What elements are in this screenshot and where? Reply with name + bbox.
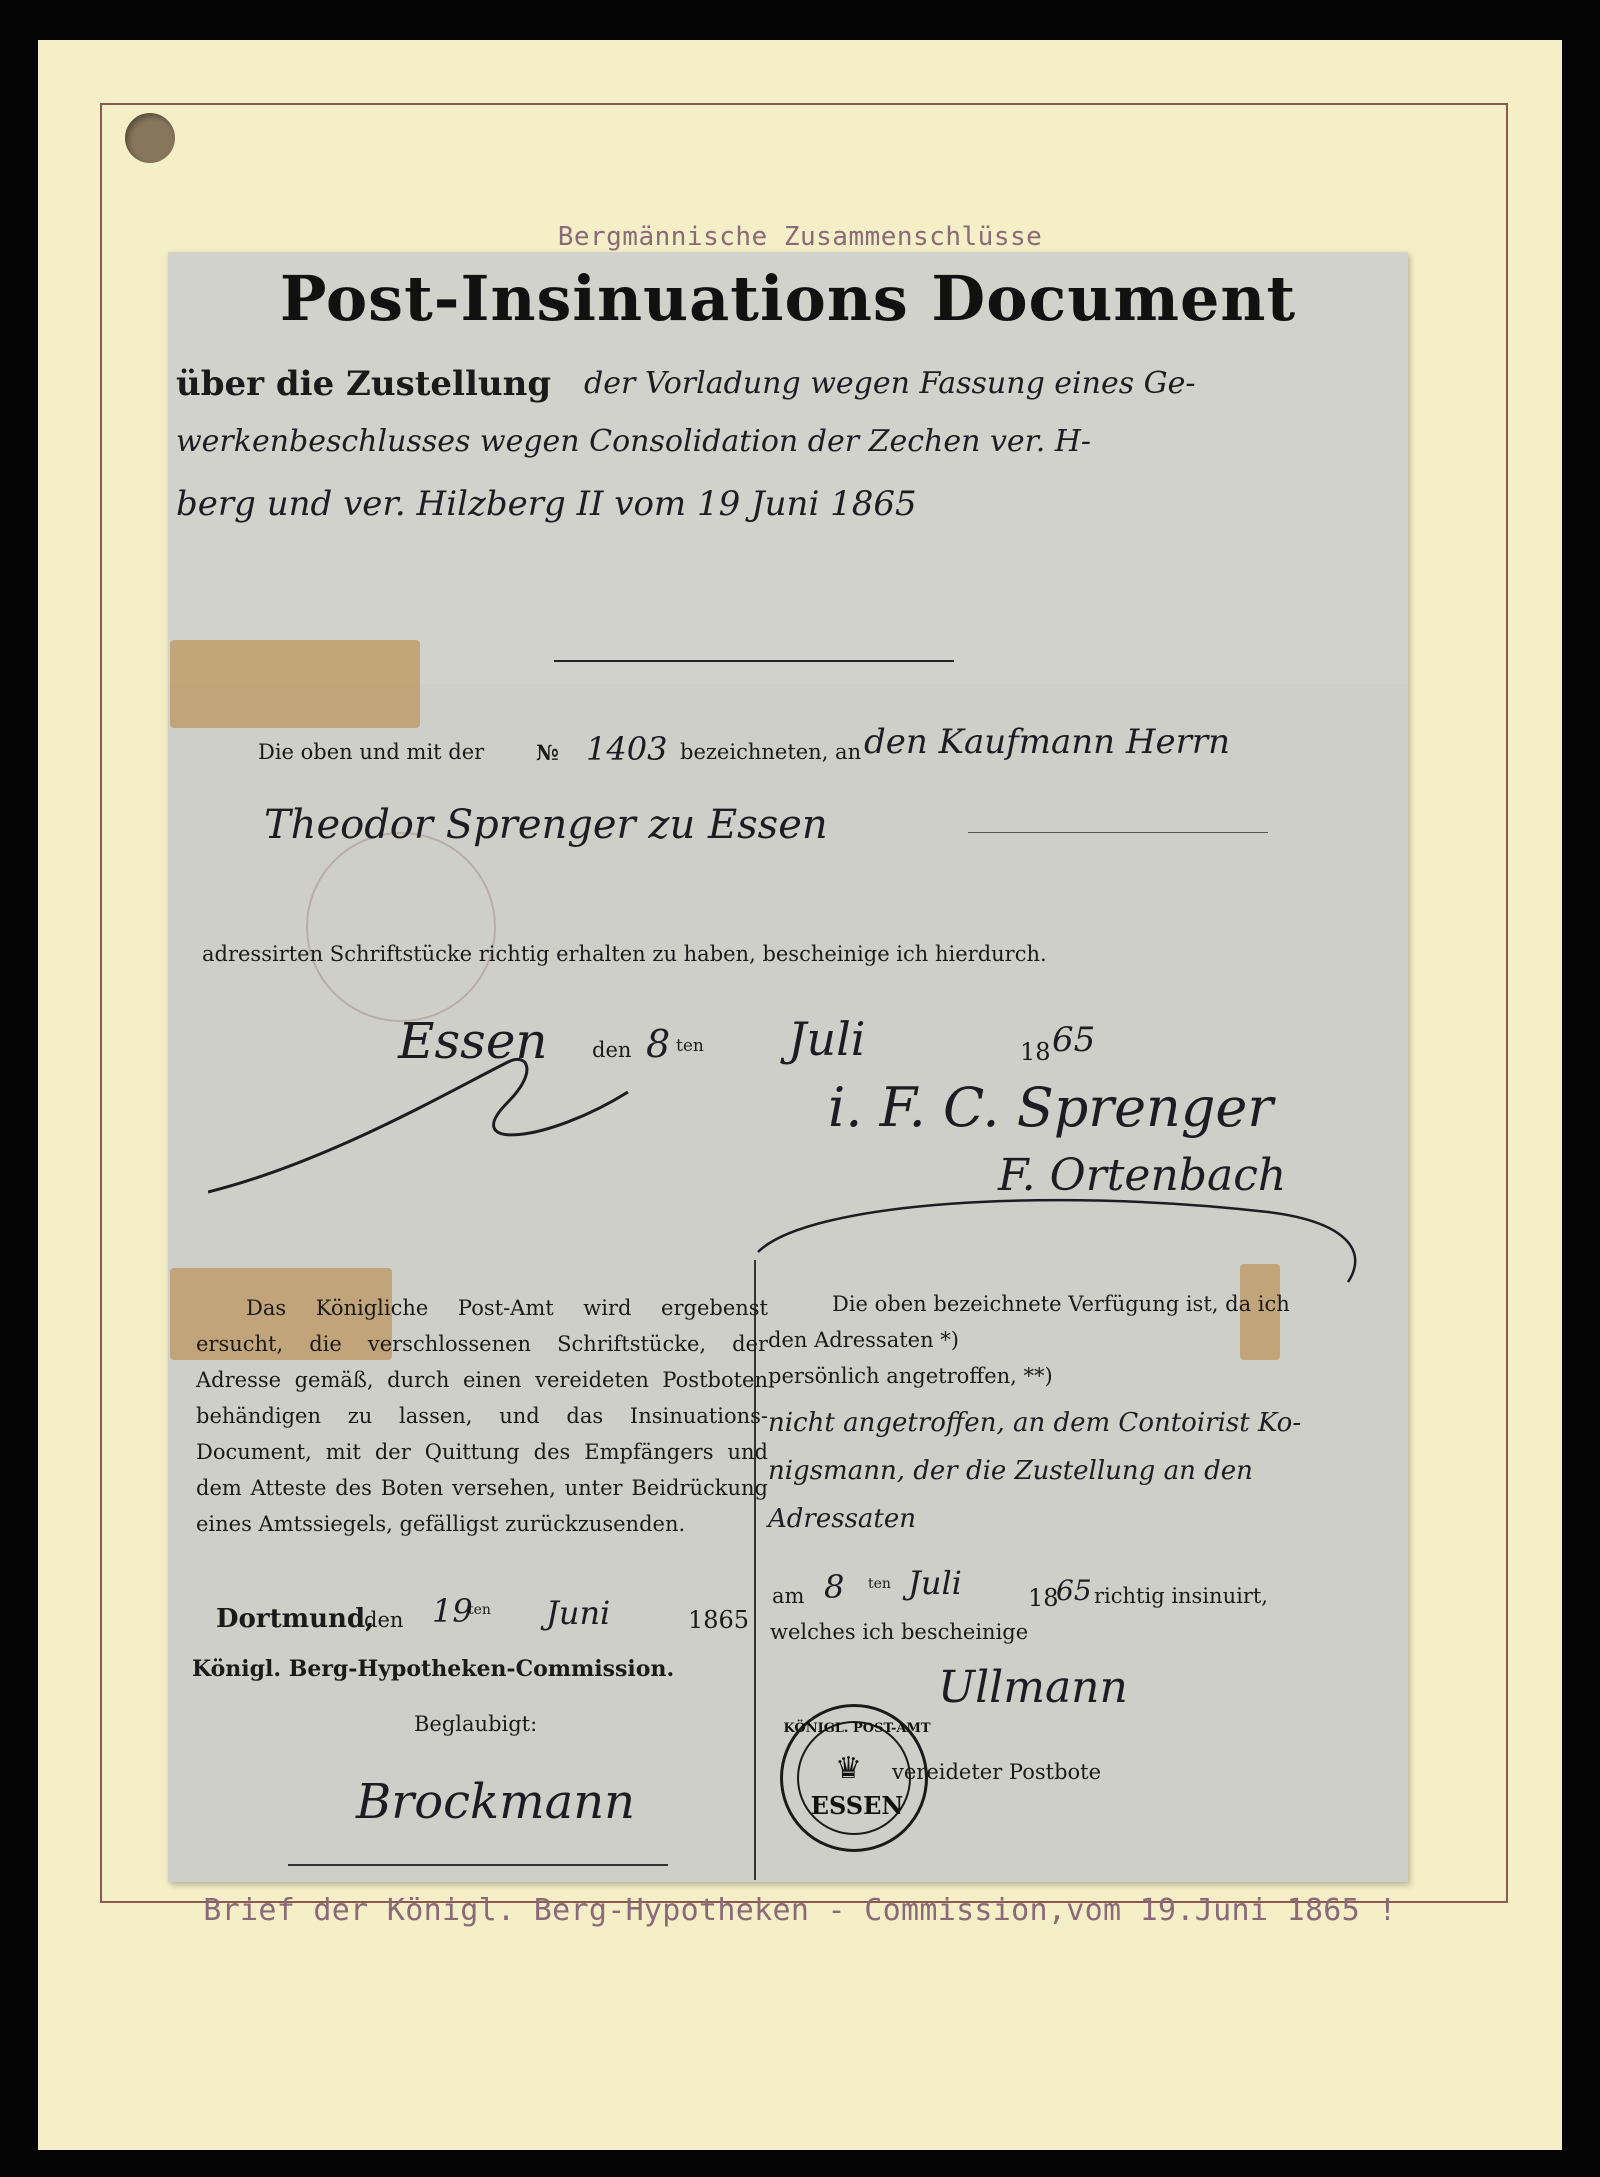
- instructions-text: Das Königliche Post-Amt wird ergebenst ersucht, die verschlossenen Schriftstücke, der Adresse gemäß, durch einen vereideten Postboten behändigen zu lassen, und das Insinuations-Document, mit der Quittung des Empfängers und dem Atteste des Boten versehen, unter Beidrückung eines Amtssiegels, gefälligst zurückzusenden.: [196, 1296, 768, 1536]
- date-ten: ten: [468, 1602, 491, 1618]
- receipt-day: 8: [646, 1022, 671, 1066]
- recipient-signature-2: F. Ortenbach: [998, 1150, 1287, 1201]
- date-ten: ten: [868, 1576, 891, 1592]
- certify-text: welches ich bescheinige: [770, 1620, 1029, 1644]
- delivery-hand-line: nicht angetroffen, an dem Contoirist Ko-: [768, 1408, 1302, 1438]
- postman-title: vereideter Postbote: [892, 1760, 1102, 1784]
- date-am: am: [772, 1584, 805, 1608]
- stamp-arc-text: KÖNIGL. POST-AMT: [783, 1721, 931, 1736]
- punch-hole: [125, 113, 175, 163]
- recipient-signature: i. F. C. Sprenger: [828, 1076, 1274, 1139]
- crown-icon: ♛: [835, 1751, 862, 1786]
- delivery-text: den Adressaten *): [768, 1328, 959, 1352]
- insinuated-text: richtig insinuirt,: [1094, 1584, 1268, 1608]
- album-caption: Brief der Königl. Berg-Hypotheken - Commission,vom 19.Juni 1865 !: [203, 1893, 1397, 1928]
- subject-hand-line: werkenbeschlusses wegen Consolidation der Zechen ver. H-: [176, 424, 1092, 459]
- album-title: Bergmännische Zusammenschlüsse: [557, 222, 1043, 252]
- subject-hand-line: der Vorladung wegen Fassung eines Ge-: [584, 366, 1196, 401]
- delivery-day: 8: [824, 1568, 845, 1606]
- delivery-text: Die oben bezeichnete Verfügung ist, da ich: [832, 1292, 1290, 1316]
- post-office-stamp: [780, 1704, 931, 1852]
- fill-line: [968, 832, 1268, 833]
- document-heading: Post-Insinuations Document: [279, 262, 1297, 335]
- issuing-authority: Königl. Berg-Hypotheken-Commission.: [192, 1656, 675, 1682]
- delivery-month: Juli: [908, 1564, 962, 1602]
- receipt-text: adressirten Schriftstücke richtig erhalten zu haben, bescheinige ich hierdurch.: [202, 942, 1047, 966]
- delivery-text: persönlich angetroffen, **): [768, 1364, 1053, 1388]
- receipt-text: bezeichneten, an: [680, 740, 862, 764]
- receipt-year-hand: 65: [1052, 1020, 1096, 1060]
- postman-signature: Ullmann: [938, 1662, 1128, 1713]
- origin-month: Juni: [546, 1594, 611, 1632]
- document-number: 1403: [586, 730, 668, 768]
- subject-hand-line: berg und ver. Hilzberg II vom 19 Juni 1865: [176, 484, 917, 524]
- origin-year: 1865: [688, 1606, 750, 1634]
- official-signature: Brockmann: [356, 1774, 636, 1830]
- delivery-year-hand: 65: [1056, 1574, 1092, 1607]
- stamp-city: ESSEN: [810, 1791, 904, 1820]
- faint-postmark: [306, 832, 496, 1022]
- receipt-month: Juli: [788, 1012, 866, 1066]
- delivery-hand-line: Adressaten: [768, 1504, 917, 1534]
- signature-underline: [288, 1864, 668, 1866]
- hinge-tape: [170, 640, 420, 728]
- subject-label: über die Zustellung: [176, 364, 552, 404]
- receipt-text: Die oben und mit der: [258, 740, 485, 764]
- separator-rule: [554, 660, 954, 662]
- receipt-place: Essen: [398, 1012, 548, 1070]
- number-sign: №: [536, 740, 559, 765]
- document-sheet: [168, 252, 1408, 1882]
- certified-label: Beglaubigt:: [414, 1712, 538, 1736]
- flourish: [208, 1032, 828, 1232]
- origin-day: 19: [432, 1592, 473, 1630]
- delivery-hand-line: nigsmann, der die Zustellung an den: [768, 1456, 1253, 1486]
- origin-place: Dortmund,: [216, 1604, 375, 1634]
- date-den: den: [592, 1038, 632, 1062]
- addressee-name: Theodor Sprenger zu Essen: [264, 802, 828, 848]
- addressee-line: den Kaufmann Herrn: [864, 722, 1231, 762]
- date-ten: ten: [676, 1036, 704, 1056]
- delivery-year-print: 18: [1028, 1584, 1059, 1612]
- date-den: den: [364, 1608, 404, 1632]
- receipt-year-print: 18: [1020, 1038, 1051, 1066]
